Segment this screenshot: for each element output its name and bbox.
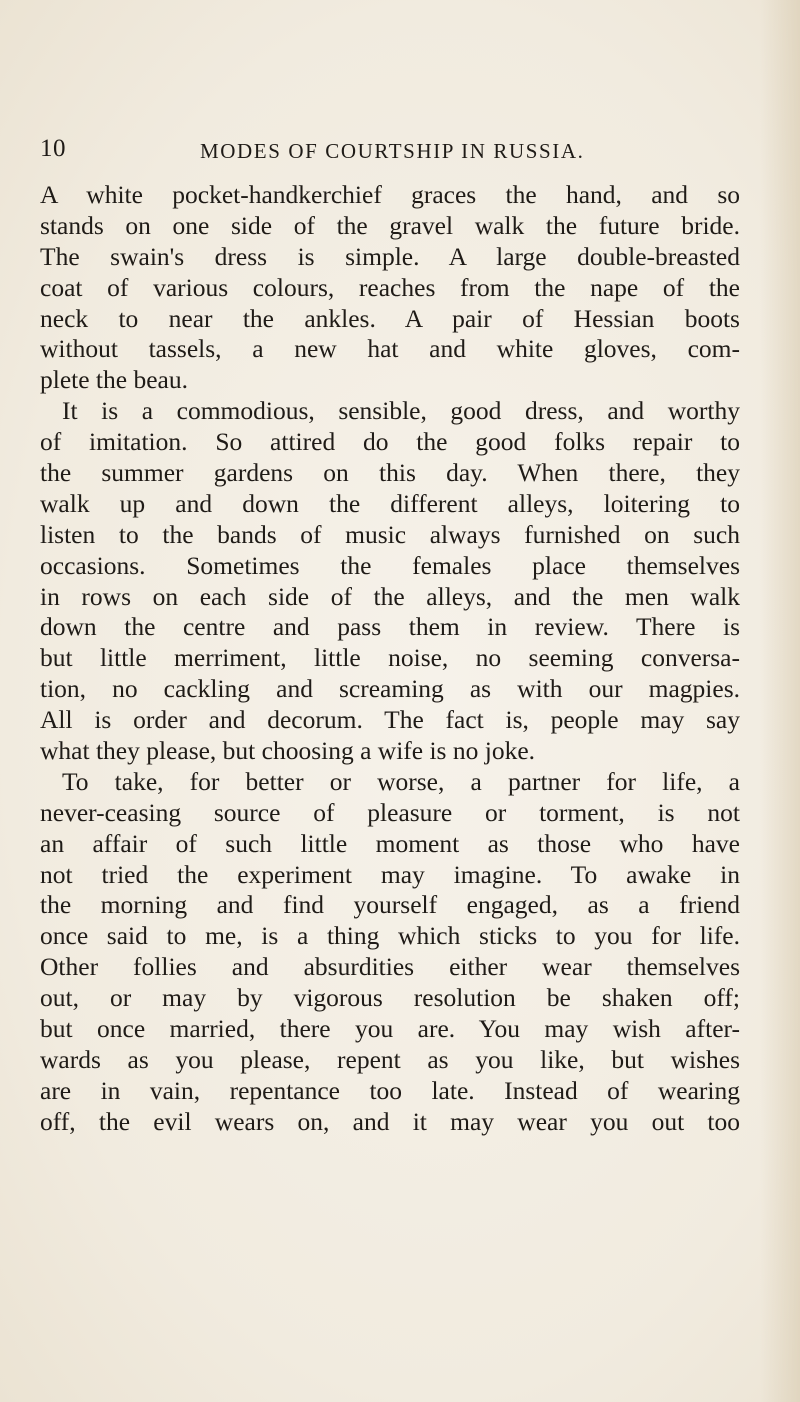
text-line: plete the beau. — [40, 365, 188, 395]
text-line: coat of various colours, reaches from the nape of the — [40, 272, 740, 302]
text-line: are in vain, repentance too late. Instead of wearing — [40, 1075, 740, 1105]
text-line: occasions. Sometimes the females place themselves — [40, 550, 740, 580]
text-line: not tried the experiment may imagine. To awake in — [40, 859, 740, 889]
text-line: All is order and decorum. The fact is, people may say — [40, 705, 740, 735]
page-edge-shading — [760, 0, 800, 1402]
text-line: It is a commodious, sensible, good dress, and worthy — [62, 396, 740, 426]
text-line: down the centre and pass them in review. There is — [40, 612, 740, 642]
text-line: but little merriment, little noise, no seeming conversa- — [40, 643, 740, 673]
text-line: wards as you please, repent as you like, but wishes — [40, 1044, 740, 1074]
running-head — [40, 134, 740, 170]
text-line: out, or may by vigorous resolution be shaken off; — [40, 983, 740, 1013]
text-line: once said to me, is a thing which sticks to you for life. — [40, 921, 740, 951]
text-line: A white pocket-handkerchief graces the hand, and so — [40, 180, 740, 209]
text-line: of imitation. So attired do the good folks repair to — [40, 427, 740, 457]
text-line: but once married, there you are. You may wish after- — [40, 1014, 740, 1044]
text-line: in rows on each side of the alleys, and the men walk — [40, 581, 740, 611]
text-line: without tassels, a new hat and white gloves, com- — [40, 334, 740, 364]
text-line: neck to near the ankles. A pair of Hessian boots — [40, 303, 740, 333]
text-line: To take, for better or worse, a partner for life, a — [62, 766, 740, 796]
text-line: the morning and find yourself engaged, as a friend — [40, 890, 740, 920]
body-text — [40, 180, 740, 1138]
text-line: listen to the bands of music always furnished on such — [40, 519, 740, 549]
text-line: the summer gardens on this day. When there, they — [40, 458, 740, 488]
text-line: tion, no cackling and screaming as with our magpies. — [40, 674, 740, 704]
text-line: never-ceasing source of pleasure or torment, is not — [40, 797, 740, 827]
running-head-title: MODES OF COURTSHIP IN RUSSIA. — [200, 139, 585, 163]
text-line: off, the evil wears on, and it may wear you out too — [40, 1106, 740, 1136]
text-line: what they please, but choosing a wife is no joke. — [40, 736, 536, 766]
page-number: 10 — [40, 135, 66, 162]
text-line: stands on one side of the gravel walk the future bride. — [40, 210, 740, 240]
text-line: Other follies and absurdities either wear themselves — [40, 952, 740, 982]
text-line: walk up and down the different alleys, loitering to — [40, 488, 740, 518]
text-line: The swain's dress is simple. A large double-breasted — [40, 241, 740, 271]
text-line: an affair of such little moment as those who have — [40, 828, 740, 858]
